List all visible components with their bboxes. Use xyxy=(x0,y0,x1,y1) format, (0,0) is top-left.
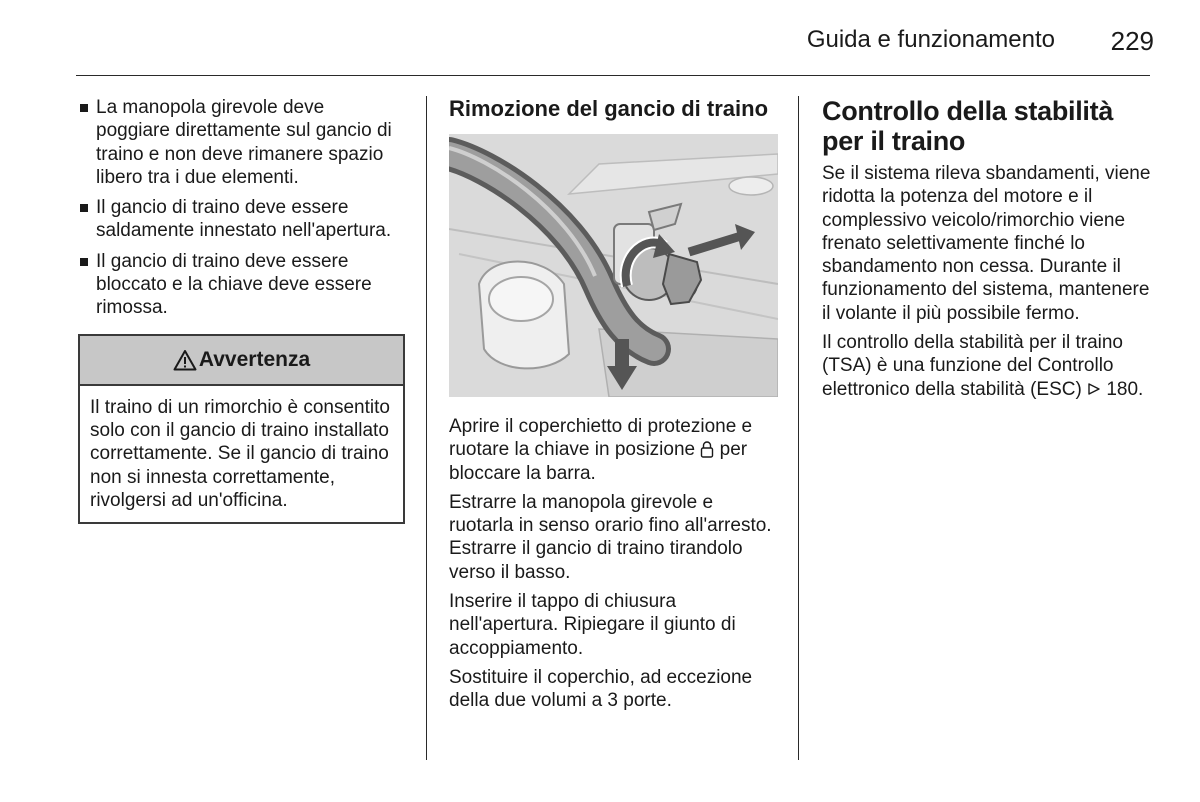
column-divider xyxy=(798,96,799,760)
warning-triangle-icon xyxy=(173,349,197,371)
square-bullet-icon xyxy=(80,204,88,212)
padlock-icon xyxy=(700,440,714,458)
warning-text: Il traino di un rimorchio è consentito solo con il gancio di traino installato correttamente. Se il gancio di traino non si innesta correttamente, rivolgersi ad un'officina. xyxy=(90,396,390,511)
page-reference-arrow-icon xyxy=(1087,382,1101,396)
page-number: 229 xyxy=(1110,26,1154,56)
paragraph: Aprire il coperchietto di protezione e ruotare la chiave in posizione per bloccare la barra. xyxy=(449,416,753,484)
list-item: La manopola girevole deve poggiare direttamente sul gancio di traino e non deve rimanere spazio libero tra i due elementi. xyxy=(78,96,403,189)
warning-header xyxy=(80,336,403,386)
warning-title: Avvertenza xyxy=(198,348,311,372)
paragraph: Sostituire il coperchio, ad eccezione della due volumi a 3 porte. xyxy=(449,666,753,712)
section-heading-removal: Rimozione del gancio di traino xyxy=(449,96,769,121)
header-rule xyxy=(76,75,1150,76)
running-header-title: Guida e funzionamento xyxy=(806,26,1055,53)
column-middle xyxy=(449,96,779,719)
tow-hook-removal-image xyxy=(449,134,778,397)
paragraph: Estrarre la manopola girevole e ruotarla in senso orario fino all'arresto. Estrarre il gancio di traino tirandolo verso il basso. xyxy=(449,491,772,583)
list-item: Il gancio di traino deve essere bloccato e la chiave deve essere rimossa. xyxy=(78,250,403,320)
square-bullet-icon xyxy=(80,258,88,266)
paragraph: Inserire il tappo di chiusura nell'apertura. Ripiegare il giunto di accoppiamento. xyxy=(449,591,736,659)
square-bullet-icon xyxy=(80,104,88,112)
section-heading-tsa: Controllo della stabilità per il traino xyxy=(822,96,1114,156)
column-right xyxy=(822,96,1152,407)
column-left xyxy=(78,96,403,524)
warning-box xyxy=(78,334,405,524)
tow-hook-illustration xyxy=(449,134,778,397)
column-divider xyxy=(426,96,427,760)
list-item: Il gancio di traino deve essere saldamente innestato nell'apertura. xyxy=(78,196,403,243)
paragraph: Il controllo della stabilità per il traino (TSA) è una funzione del Controllo elettronico della stabilità (ESC) 180. xyxy=(822,332,1144,400)
paragraph: Se il sistema rileva sbandamenti, viene ridotta la potenza del motore e il complessivo veicolo/rimorchio viene frenato selettivamente finché lo sbandamento non cessa. Durante il funzionamento del sistema, mantenere il volante il più possibile fermo. xyxy=(822,163,1151,324)
page-reference[interactable]: 180. xyxy=(1106,378,1144,400)
bullet-list xyxy=(78,96,403,320)
